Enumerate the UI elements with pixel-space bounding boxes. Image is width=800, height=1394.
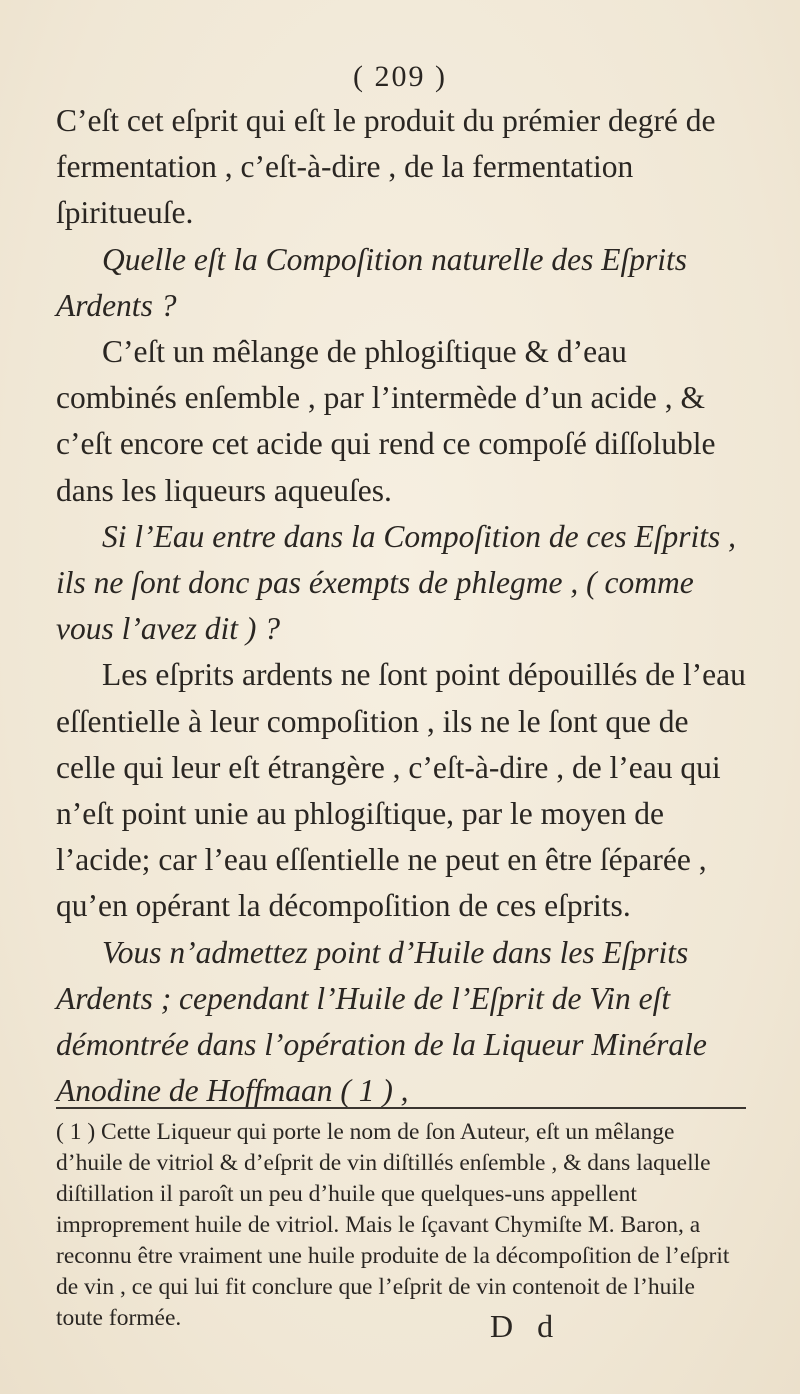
footnote [56,1117,746,1334]
page-number: ( 209 ) [353,60,447,93]
paragraph-question: Quelle eſt la Compoſition naturelle des Eſprits Ardents ? [56,241,688,323]
footnote-divider [56,1107,746,1109]
paragraph-answer: C’eſt cet eſprit qui eſt le produit du prémier degré de fermentation , c’eſt-à-dire , de la fermentation ſpiritueuſe. [56,103,716,231]
paragraph-question: Vous n’admettez point d’Huile dans les Eſprits Ardents ; cependant l’Huile de l’Eſprit de Vin eſt démontrée dans l’opération de la Liqueur Minérale Anodine de Hoffmaan ( 1 ) , [56,934,707,1109]
signature-mark: D d [490,1308,562,1344]
paragraph-answer: Les eſprits ardents ne ſont point dépouillés de l’eau eſſentielle à leur compoſition , ils ne le ſont que de celle qui leur eſt étrangère , c’eſt-à-dire , de l’eau qui n’eſt point unie au phlogiſtique, par le moyen de l’acide; car l’eau eſſentielle ne peut en être ſéparée , qu’en opérant la décompoſition de ces eſprits. [56,657,746,924]
paragraph-answer: C’eſt un mêlange de phlogiſtique & d’eau combinés enſemble , par l’intermède d’un acide , & c’eſt encore cet acide qui rend ce compoſé diſſoluble dans les liqueurs aqueuſes. [56,334,716,508]
paragraph-question: Si l’Eau entre dans la Compoſition de ces Eſprits , ils ne ſont donc pas éxempts de phlegme , ( comme vous l’avez dit ) ? [56,518,737,647]
footnote-text: ( 1 ) Cette Liqueur qui porte le nom de ſon Auteur, eſt un mêlange d’huile de vitriol & d’eſprit de vin diſtillés enſemble , & dans laquelle diſtillation il paroît un peu d’huile que quelques-uns appellent improprement huile de vitriol. Mais le ſçavant Chymiſte M. Baron, a reconnu être vraiment une huile produite de la décompoſition de l’eſprit de vin , ce qui lui fit conclure que l’eſprit de vin contenoit de l’huile toute formée. [56,1119,730,1331]
main-text [56,98,746,1114]
